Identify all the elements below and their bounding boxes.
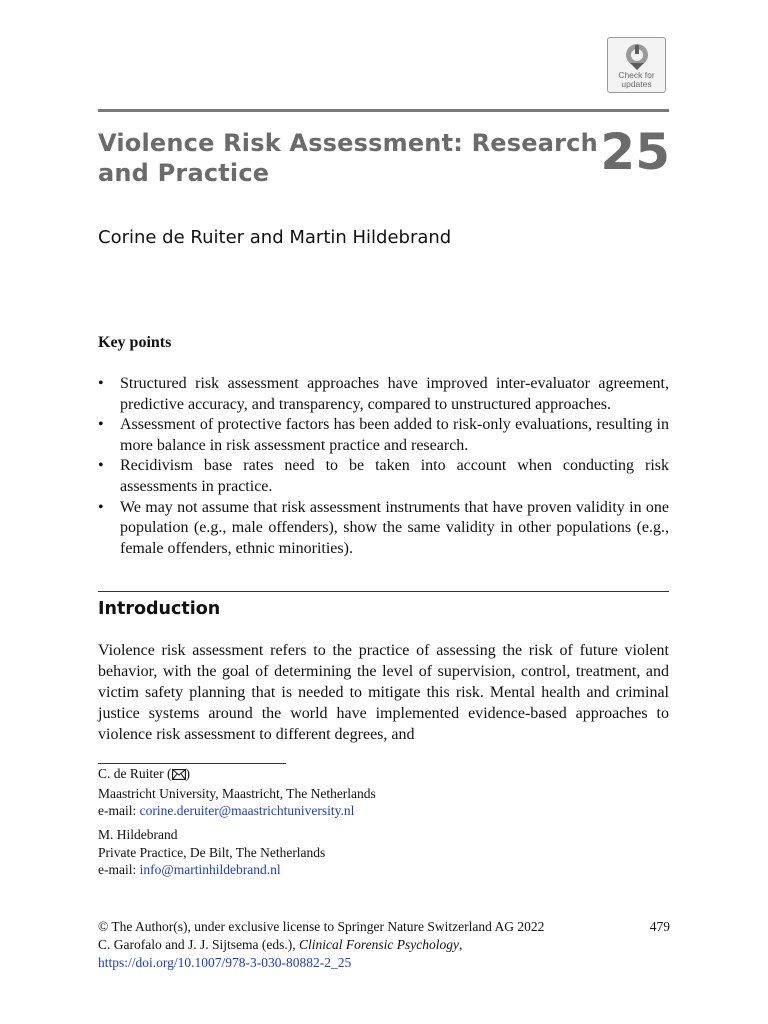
key-points-list [98,374,669,559]
key-point-item [98,374,669,415]
key-point-item [98,498,669,560]
bullet-icon: • [98,457,104,475]
copyright-footer [98,918,618,972]
affiliation-de-ruiter [98,765,669,820]
chapter-number: 25 [600,123,670,181]
bullet-icon: • [98,375,104,392]
affiliation-email: e-mail: info@martinhildebrand.nl [98,862,281,877]
affiliation-email: e-mail: corine.deruiter@maastrichtuniversity.nl [98,803,355,818]
email-link-hildebrand[interactable]: info@martinhildebrand.nl [139,862,281,877]
key-point-text: Structured risk assessment approaches have improved inter-evaluator agreement, predictive accuracy, and transparency, compared to unstructured approaches. [120,375,669,413]
key-point-text: Assessment of protective factors has been added to risk-only evaluations, resulting in more balance in risk assessment practice and research. [120,416,669,454]
key-point-item [98,415,669,456]
chapter-authors: Corine de Ruiter and Martin Hildebrand [98,227,452,248]
chapter-title-line-1: Violence Risk Assessment: Research [98,129,598,157]
header-rule [98,109,669,112]
email-link-de-ruiter[interactable]: corine.deruiter@maastrichtuniversity.nl [139,803,355,818]
footnote-rule [98,763,286,764]
key-points-heading: Key points [98,334,172,351]
bullet-icon: • [98,416,104,434]
chapter-title-line-2: and Practice [98,159,270,187]
page-number: 479 [649,919,670,934]
book-citation: C. Garofalo and J. J. Sijtsema (eds.), Clinical Forensic Psychology, [98,937,463,952]
introduction-paragraph: Violence risk assessment refers to the practice of assessing the risk of future violent behavior, with the goal of determining the level of supervision, control, treatment, and victim safety planning that is needed to mitigate this risk. Mental health and criminal justice systems around the world have implemented evidence-based approaches to violence risk assessment to different degrees, and [98,642,669,743]
check-for-updates-badge[interactable] [607,37,666,93]
book-title: Clinical Forensic Psychology [298,937,459,952]
affiliation-hildebrand [98,826,669,879]
bullet-icon: • [98,498,104,516]
key-point-item [98,456,669,497]
affiliation-institution: Maastricht University, Maastricht, The Netherlands [98,785,376,801]
chapter-title [98,128,598,188]
affiliation-name: M. Hildebrand [98,827,178,842]
envelope-icon [172,767,186,785]
copyright-line: © The Author(s), under exclusive license to Springer Nature Switzerland AG 2022 [98,919,545,934]
badge-label-1: Check for [618,70,655,80]
check-for-updates-icon [624,43,650,71]
key-point-text: We may not assume that risk assessment instruments that have proven validity in one population (e.g., male offenders), show the same validity in other populations (e.g., female offenders, ethnic minorities). [120,498,669,557]
introduction-heading: Introduction [98,599,221,619]
section-rule [98,591,669,592]
affiliation-institution: Private Practice, De Bilt, The Netherlands [98,844,326,860]
doi-link[interactable]: https://doi.org/10.1007/978-3-030-80882-2_25 [98,955,352,970]
badge-label-2: updates [621,79,652,89]
key-point-text: Recidivism base rates need to be taken into account when conducting risk assessments in practice. [120,457,669,495]
affiliation-name: C. de Ruiter ( ) [98,765,669,785]
